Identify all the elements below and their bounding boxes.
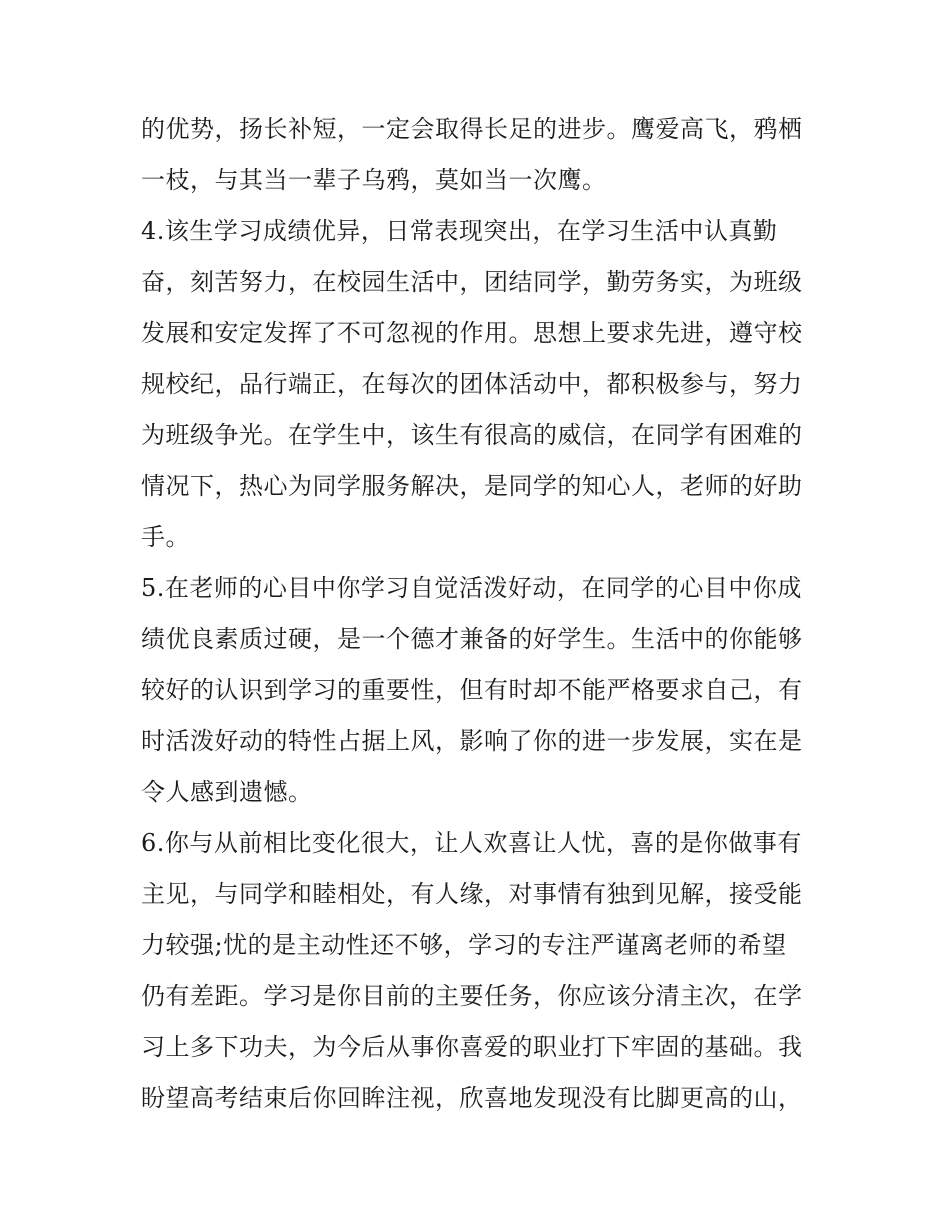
text-line: 为班级争光。在学生中，该生有很高的威信，在同学有困难的 xyxy=(141,421,803,449)
text-line: 力较强;忧的是主动性还不够，学习的专注严谨离老师的希望 xyxy=(141,931,787,959)
text-line: 主见，与同学和睦相处，有人缘，对事情有独到见解，接受能 xyxy=(141,880,803,908)
text-line: 5.在老师的心目中你学习自觉活泼好动，在同学的心目中你成 xyxy=(141,574,802,602)
text-line: 情况下，热心为同学服务解决，是同学的知心人，老师的好助 xyxy=(141,472,803,500)
text-line: 发展和安定发挥了不可忽视的作用。思想上要求先进，遵守校 xyxy=(141,319,803,347)
body-text xyxy=(141,104,821,1124)
text-line: 6.你与从前相比变化很大，让人欢喜让人忧，喜的是你做事有 xyxy=(141,829,802,857)
text-line: 一枝，与其当一辈子乌鸦，莫如当一次鹰。 xyxy=(141,166,607,194)
text-line: 规校纪，品行端正，在每次的团体活动中，都积极参与，努力 xyxy=(141,370,803,398)
text-line: 盼望高考结束后你回眸注视，欣喜地发现没有比脚更高的山， xyxy=(141,1084,803,1112)
text-line: 手。 xyxy=(141,523,190,551)
text-line: 时活泼好动的特性占据上风，影响了你的进一步发展，实在是 xyxy=(141,727,803,755)
text-line: 仍有差距。学习是你目前的主要任务，你应该分清主次，在学 xyxy=(141,982,803,1010)
text-line: 令人感到遗憾。 xyxy=(141,778,313,806)
text-line: 绩优良素质过硬，是一个德才兼备的好学生。生活中的你能够 xyxy=(141,625,803,653)
text-line: 的优势，扬长补短，一定会取得长足的进步。鹰爱高飞，鸦栖 xyxy=(141,115,803,143)
text-line: 4.该生学习成绩优异，日常表现突出，在学习生活中认真勤 xyxy=(141,217,778,245)
text-line: 奋，刻苦努力，在校园生活中，团结同学，勤劳务实，为班级 xyxy=(141,268,803,296)
text-line: 习上多下功夫，为今后从事你喜爱的职业打下牢固的基础。我 xyxy=(141,1033,803,1061)
text-line: 较好的认识到学习的重要性，但有时却不能严格要求自己，有 xyxy=(141,676,803,704)
